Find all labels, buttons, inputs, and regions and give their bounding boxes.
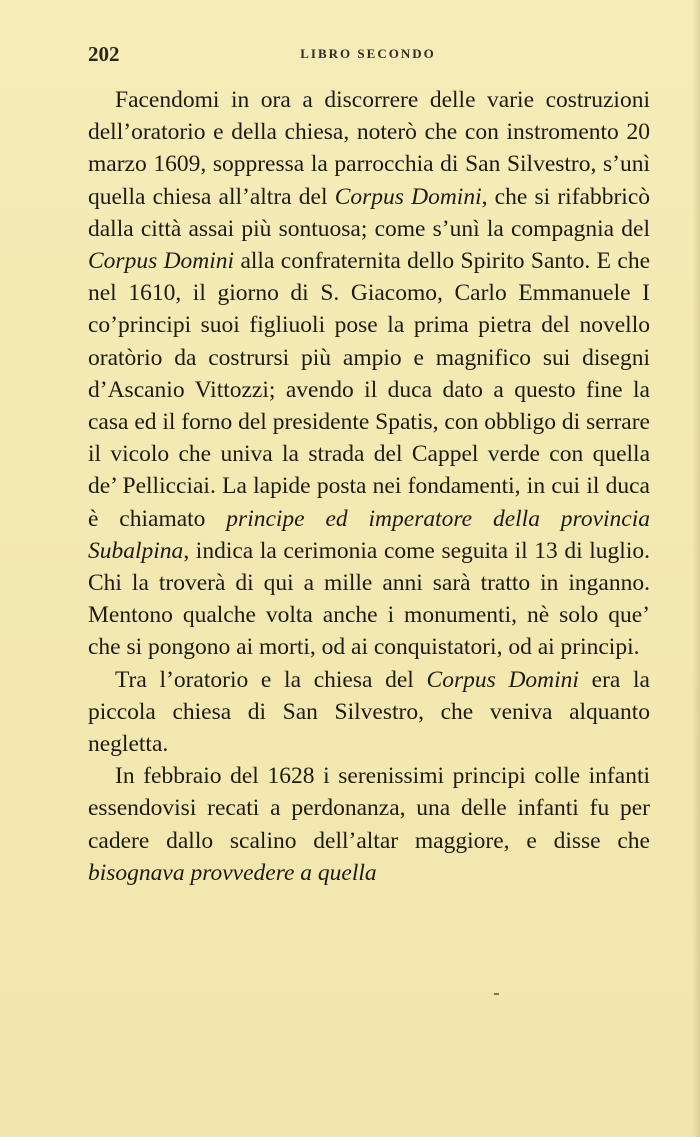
text-run: Facendomi in ora a discorrere delle varie costruzioni dell’oratorio e della chiesa, noterò che con instromento 20 marzo 1609, soppressa la parrocchia di San Silvestro, s’unì quella chiesa all’altra del: [88, 87, 650, 210]
italic-text-run: principe ed imperatore della provincia Subalpina: [88, 505, 650, 564]
text-run: , che si rifabbricò dalla città assai più sontuosa; come s’unì la compagnia del: [88, 183, 651, 242]
paragraph: [88, 664, 650, 761]
text-run: alla confraternita dello Spirito Santo. E che nel 1610, il giorno di S. Giacomo, Carlo Emmanuele I co’principi suoi figliuoli pose la prima pietra del novello oratòrio da costrursi più ampio e magnifico sui disegni d’Ascanio Vittozzi; avendo il duca dato a questo fine la casa ed il forno del presidente Spatis, con obbligo di serrare il vicolo che univa la strada del Cappel verde con quella de’ Pellicciai. La lapide posta nei fondamenti, in cui il duca è chiamato: [88, 248, 651, 532]
text-run: era la piccola chiesa di San Silvestro, che veniva alquanto negletta.: [88, 666, 650, 758]
text-run: , indica la cerimonia come seguita il 13 di luglio. Chi la troverà di qui a mille anni sarà tratto in inganno. Mentono qualche volta anche i monumenti, nè solo que’ che si pongono ai morti, od ai conquistatori, od ai principi.: [88, 537, 650, 661]
italic-text-run: bisognava provvedere a quella: [88, 859, 377, 886]
paragraph: [88, 84, 650, 664]
page-edge-shadow: [692, 0, 700, 1137]
italic-text-run: Corpus Domini: [334, 183, 482, 210]
body-text: [88, 84, 650, 889]
text-run: Tra l’oratorio e la chiesa del: [115, 666, 427, 693]
text-run: In febbraio del 1628 i serenissimi principi colle infanti essendovisi recati a perdonanza, una delle infanti fu per cadere dallo scalino dell’altar maggiore, e disse che: [88, 763, 650, 854]
italic-text-run: Corpus Domini: [88, 248, 235, 275]
running-head: LIBRO SECONDO: [300, 46, 436, 61]
paragraph: [88, 760, 650, 889]
italic-text-run: Corpus Domini: [426, 666, 579, 693]
page-number: 202: [88, 42, 120, 66]
print-mark: [494, 993, 499, 995]
page-header: [88, 42, 648, 72]
